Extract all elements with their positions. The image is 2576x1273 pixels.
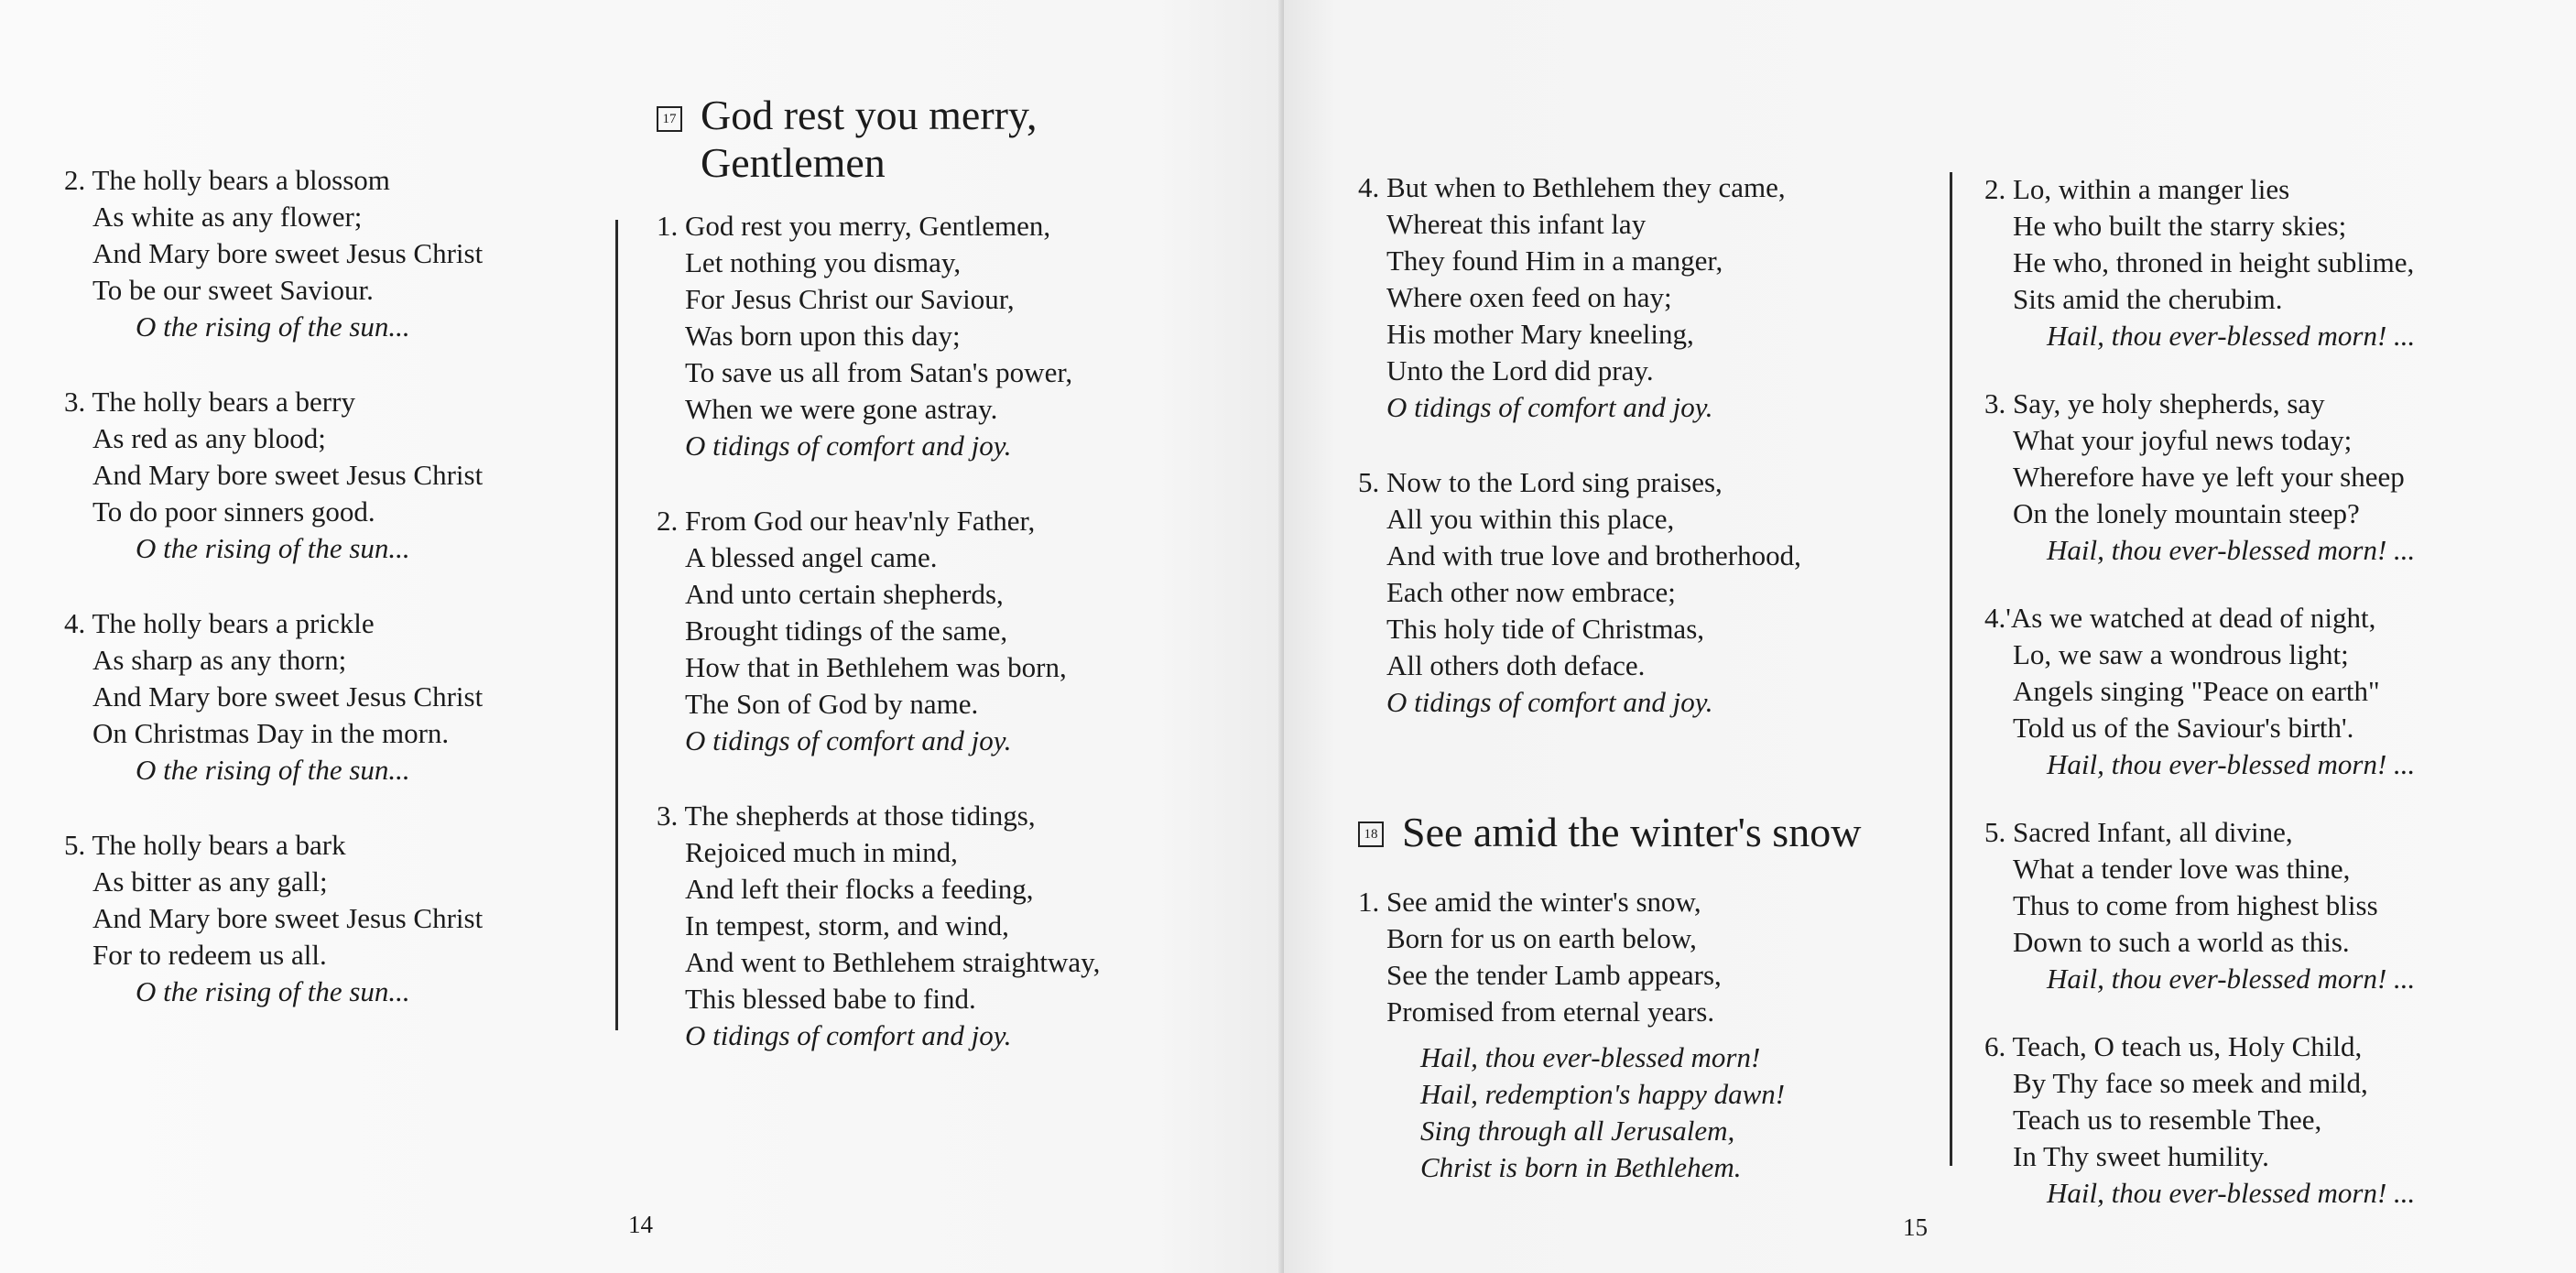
verse-line: The Son of God by name. [685,688,979,720]
song-heading-god-rest [657,92,1037,187]
god-rest-verse-1 [657,208,1100,464]
winters-snow-verse-6 [1984,1028,2415,1212]
column-rule [615,220,618,1030]
god-rest-continued-column [1358,169,1801,759]
verse-line: For to redeem us all. [92,939,327,971]
verse-line: God rest you merry, Gentlemen, [685,210,1051,242]
verse-number: 3. [1984,387,2006,419]
verse-line: As red as any blood; [92,422,326,454]
verse-line: A blessed angel came. [685,541,938,573]
verse-line: On the lonely mountain steep? [2013,497,2360,529]
verse-line: Unto the Lord did pray. [1386,354,1654,386]
verse-chorus: Hail, thou ever-blessed morn! ... [2047,963,2416,995]
verse-line: To save us all from Satan's power, [685,356,1073,388]
verse-line: What your joyful news today; [2013,424,2353,456]
verse-line: And left their flocks a feeding, [685,873,1034,905]
holly-verse-2 [64,162,483,345]
verse-line: He who, throned in height sublime, [2013,246,2415,278]
verse-line: As bitter as any gall; [92,865,328,898]
verse-chorus: O the rising of the sun... [136,754,410,786]
verse-line: They found Him in a manger, [1386,245,1723,277]
verse-line: When we were gone astray. [685,393,998,425]
verse-line: Let nothing you dismay, [685,246,962,278]
page-number: 14 [628,1211,653,1238]
verse-line: From God our heav'nly Father, [685,505,1036,537]
verse-line: In Thy sweet humility. [2013,1140,2269,1172]
verse-line: To be our sweet Saviour. [92,274,374,306]
god-rest-verse-5 [1358,464,1801,721]
verse-line: Whereat this infant lay [1386,208,1647,240]
verse-line: The holly bears a prickle [92,607,375,639]
verse-chorus: O tidings of comfort and joy. [685,430,1012,462]
verse-line: To do poor sinners good. [92,495,375,528]
verse-number: 1. [657,210,679,242]
verse-number: 3. [64,386,86,418]
refrain-line: Hail, redemption's happy dawn! [1420,1078,1786,1110]
verse-line: But when to Bethlehem they came, [1386,171,1786,203]
refrain-line: Christ is born in Bethlehem. [1420,1151,1742,1183]
holly-verse-5 [64,827,483,1010]
refrain-line: Sing through all Jerusalem, [1420,1115,1735,1147]
verse-line: This blessed babe to find. [685,983,976,1015]
verse-number: 2. [1984,173,2006,205]
winters-snow-verse-2 [1984,171,2415,354]
verse-line: Teach, O teach us, Holy Child, [2012,1030,2363,1062]
song-heading-winters-snow [1358,809,1861,856]
verse-chorus: O tidings of comfort and joy. [685,724,1012,756]
verse-line: His mother Mary kneeling, [1386,318,1694,350]
verse-line: Born for us on earth below, [1386,922,1697,954]
verse-line: And with true love and brotherhood, [1386,539,1801,571]
verse-line: Told us of the Saviour's birth'. [2013,712,2354,744]
verse-number: 4. [64,607,86,639]
verse-line: And unto certain shepherds, [685,578,1004,610]
verse-chorus: Hail, thou ever-blessed morn! ... [2047,1177,2416,1209]
refrain [1358,1039,1785,1186]
verse-line: Brought tidings of the same, [685,615,1008,647]
verse-line: What a tender love was thine, [2013,853,2351,885]
verse-line: See the tender Lamb appears, [1386,959,1722,991]
verse-chorus: O tidings of comfort and joy. [1386,686,1713,718]
verse-number: 5. [64,829,86,861]
verse-chorus: O tidings of comfort and joy. [685,1019,1012,1051]
verse-number: 5. [1984,816,2006,848]
verse-number: 3. [657,800,679,832]
verse-line: Where oxen feed on hay; [1386,281,1672,313]
verse-line: Each other now embrace; [1386,576,1676,608]
holly-verses-column [64,162,483,1049]
track-number-box: 17 [657,106,682,132]
verse-number: 2. [657,505,679,537]
left-page [0,0,1284,1273]
verse-line: 'As we watched at dead of night, [2005,602,2376,634]
verse-line: Promised from eternal years. [1386,996,1715,1028]
verse-line: Angels singing "Peace on earth" [2013,675,2380,707]
verse-line: Rejoiced much in mind, [685,836,958,868]
song-title-line: Gentlemen [701,139,886,186]
verse-line: Lo, we saw a wondrous light; [2013,638,2349,670]
verse-line: The holly bears a berry [92,386,355,418]
verse-number: 5. [1358,466,1380,498]
god-rest-verses-column [657,208,1100,1093]
verse-line: Thus to come from highest bliss [2013,889,2378,921]
verse-line: On Christmas Day in the morn. [92,717,450,749]
verse-line: All you within this place, [1386,503,1675,535]
verse-line: And Mary bore sweet Jesus Christ [92,459,484,491]
verse-line: Wherefore have ye left your sheep [2013,461,2405,493]
verse-line: Teach us to resemble Thee, [2013,1104,2322,1136]
winters-snow-verses-column [1984,171,2415,1212]
verse-chorus: O tidings of comfort and joy. [1386,391,1713,423]
verse-line: As sharp as any thorn; [92,644,347,676]
verse-line: Now to the Lord sing praises, [1386,466,1723,498]
page-number: 15 [1903,1213,1928,1241]
verse-line: Say, ye holy shepherds, say [2013,387,2325,419]
verse-line: All others doth deface. [1386,649,1646,681]
song-title-line: God rest you merry, [701,92,1038,138]
verse-chorus: O the rising of the sun... [136,532,410,564]
winters-snow-verse-3 [1984,386,2415,569]
verse-line: Down to such a world as this. [2013,926,2350,958]
god-rest-verse-3 [657,798,1100,1054]
verse-chorus: Hail, thou ever-blessed morn! ... [2047,320,2416,352]
verse-line: The holly bears a blossom [92,164,390,196]
song-title: See amid the winter's snow [1402,809,1862,855]
verse-line: As white as any flower; [92,201,363,233]
verse-line: The holly bears a bark [92,829,346,861]
verse-line: Sits amid the cherubim. [2013,283,2283,315]
verse-line: How that in Bethlehem was born, [685,651,1067,683]
winters-snow-verse-5 [1984,814,2415,997]
verse-number: 2. [64,164,86,196]
god-rest-verse-4 [1358,169,1801,426]
verse-line: Lo, within a manger lies [2013,173,2290,205]
verse-line: By Thy face so meek and mild, [2013,1067,2368,1099]
refrain-line: Hail, thou ever-blessed morn! [1420,1041,1761,1073]
verse-line: Sacred Infant, all divine, [2013,816,2293,848]
god-rest-verse-2 [657,503,1100,759]
verse-line: He who built the starry skies; [2013,210,2347,242]
winters-snow-verse-1 [1358,884,1785,1186]
song-title [701,92,1037,187]
verse-number: 4. [1984,602,2006,634]
verse-chorus: Hail, thou ever-blessed morn! ... [2047,534,2416,566]
verse-line: Was born upon this day; [685,320,961,352]
holly-verse-4 [64,605,483,789]
verse-line: And Mary bore sweet Jesus Christ [92,237,484,269]
verse-chorus: O the rising of the sun... [136,975,410,1007]
winters-snow-verse-4 [1984,600,2415,783]
verse-number: 6. [1984,1030,2006,1062]
verse-line: This holy tide of Christmas, [1386,613,1705,645]
verse-line: And Mary bore sweet Jesus Christ [92,902,484,934]
verse-line: See amid the winter's snow, [1386,886,1701,918]
verse-number: 1. [1358,886,1380,918]
verse-line: And went to Bethlehem straightway, [685,946,1101,978]
track-number-box: 18 [1358,821,1384,847]
verse-chorus: O the rising of the sun... [136,310,410,343]
verse-line: For Jesus Christ our Saviour, [685,283,1015,315]
verse-line: And Mary bore sweet Jesus Christ [92,680,484,713]
verse-chorus: Hail, thou ever-blessed morn! ... [2047,748,2416,780]
right-page [1284,0,2576,1273]
verse-line: The shepherds at those tidings, [684,800,1036,832]
holly-verse-3 [64,384,483,567]
verse-line: In tempest, storm, and wind, [685,909,1009,941]
verse-number: 4. [1358,171,1380,203]
column-rule [1950,172,1952,1166]
